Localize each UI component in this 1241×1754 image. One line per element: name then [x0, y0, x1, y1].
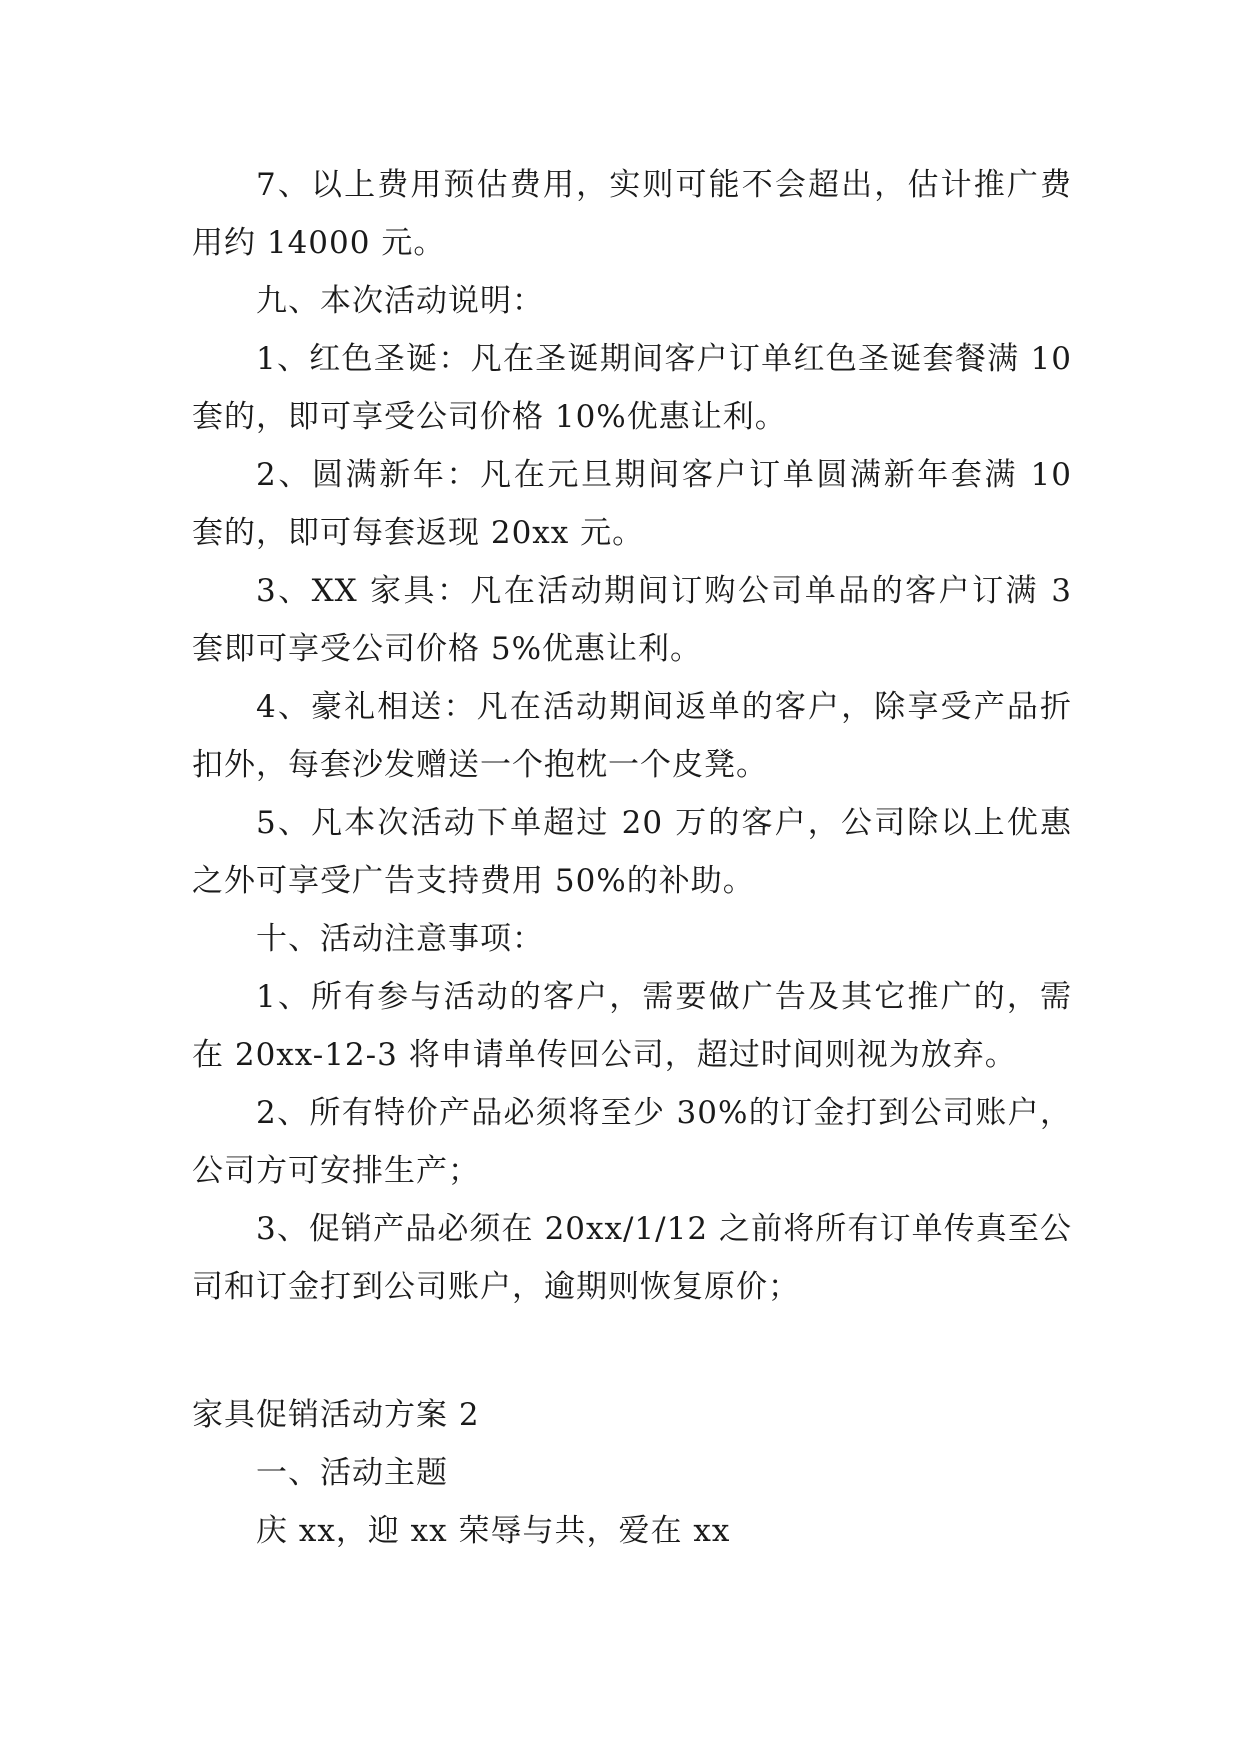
section-title: 家具促销活动方案 2 [192, 1397, 480, 1433]
heading-activity-theme: 一、活动主题 [256, 1455, 448, 1491]
heading-activity-description: 九、本次活动说明： [256, 283, 544, 319]
document-body [192, 156, 1072, 1560]
section-spacer [192, 1316, 1072, 1386]
heading-activity-notes: 十、活动注意事项： [256, 921, 544, 957]
paragraph-note-3: 3、促销产品必须在 20xx/1/12 之前将所有订单传真至公司和订金打到公司账户，逾期则恢复原价； [192, 1211, 1072, 1305]
paragraph-gift-giving: 4、豪礼相送：凡在活动期间返单的客户，除享受产品折扣外，每套沙发赠送一个抱枕一个皮凳。 [192, 689, 1072, 783]
paragraph-happy-new-year: 2、圆满新年：凡在元旦期间客户订单圆满新年套满 10 套的，即可每套返现 20xx 元。 [192, 457, 1072, 551]
paragraph-over-200k: 5、凡本次活动下单超过 20 万的客户，公司除以上优惠之外可享受广告支持费用 50%的补助。 [192, 805, 1072, 899]
paragraph-red-christmas: 1、红色圣诞：凡在圣诞期间客户订单红色圣诞套餐满 10 套的，即可享受公司价格 10%优惠让利。 [192, 341, 1072, 435]
paragraph-note-1: 1、所有参与活动的客户，需要做广告及其它推广的，需在 20xx-12-3 将申请单传回公司，超过时间则视为放弃。 [192, 979, 1072, 1073]
paragraph-xx-furniture: 3、XX 家具：凡在活动期间订购公司单品的客户订满 3 套即可享受公司价格 5%优惠让利。 [192, 573, 1072, 667]
paragraph-theme-slogan: 庆 xx，迎 xx 荣辱与共，爱在 xx [256, 1513, 731, 1549]
paragraph-item-7: 7、以上费用预估费用，实则可能不会超出，估计推广费用约 14000 元。 [192, 167, 1072, 261]
paragraph-note-2: 2、所有特价产品必须将至少 30%的订金打到公司账户，公司方可安排生产； [192, 1095, 1072, 1189]
